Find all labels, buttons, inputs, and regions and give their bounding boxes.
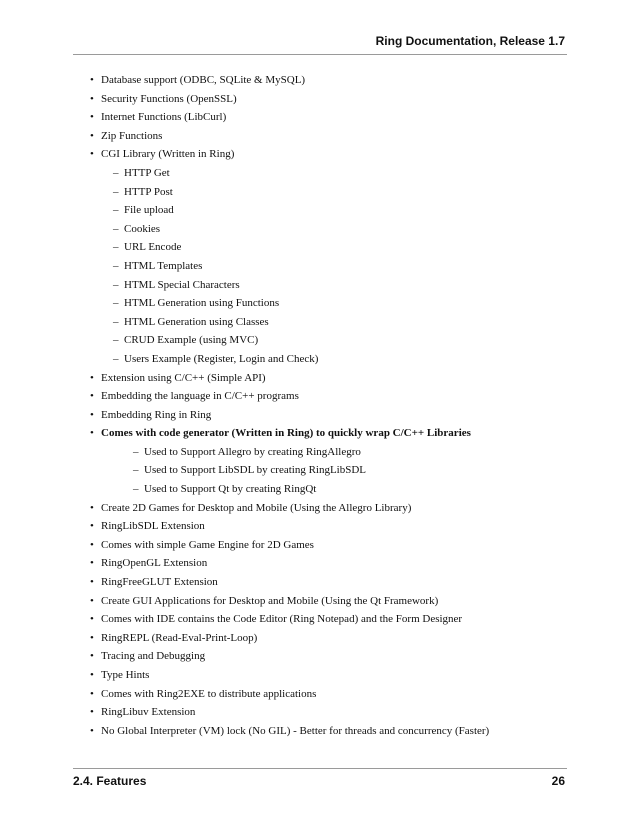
list-item-text: HTML Special Characters [124,278,240,291]
bullet-icon: • [90,390,94,403]
dash-icon: – [113,185,119,198]
bullet-icon: • [90,594,94,607]
list-item [0,703,638,722]
list-item [0,220,638,239]
dash-icon: – [113,166,119,179]
bullet-icon: • [90,371,94,384]
dash-icon: – [113,241,119,254]
list-item-text: Comes with code generator (Written in Ring) to quickly wrap C/C++ Libraries [101,427,471,440]
dash-icon: – [113,352,119,365]
dash-icon: – [133,464,139,477]
bullet-icon: • [90,92,94,105]
list-item-text: RingLibSDL Extension [101,520,205,533]
list-item [0,517,638,536]
list-item [0,610,638,629]
list-item [0,331,638,350]
list-item [0,685,638,704]
list-item-text: Comes with simple Game Engine for 2D Games [101,538,314,551]
list-item-text: URL Encode [124,241,182,254]
bullet-icon: • [90,724,94,737]
list-item [0,127,638,146]
bullet-icon: • [90,706,94,719]
list-item-text: HTML Generation using Functions [124,297,280,310]
footer-rule [73,768,567,769]
dash-icon: – [113,204,119,217]
header-rule [73,54,567,55]
list-item [0,666,638,685]
list-item [0,145,638,164]
dash-icon: – [113,278,119,291]
list-item [0,647,638,666]
list-item [0,369,638,388]
list-item [0,443,638,462]
bullet-icon: • [90,557,94,570]
list-item-text: Security Functions (OpenSSL) [101,92,237,105]
list-item [0,480,638,499]
list-item [0,183,638,202]
list-item-text: File upload [124,204,174,217]
list-item [0,350,638,369]
feature-list [0,71,638,740]
page-number: 26 [551,774,565,788]
list-item-text: Used to Support Qt by creating RingQt [144,483,317,496]
list-item [0,592,638,611]
list-item-text: RingLibuv Extension [101,706,196,719]
bullet-icon: • [90,111,94,124]
bullet-icon: • [90,576,94,589]
bullet-icon: • [90,669,94,681]
list-item-text: Users Example (Register, Login and Check) [124,352,319,365]
bullet-icon: • [90,129,94,142]
list-item-text: CRUD Example (using MVC) [124,334,259,347]
list-item-text: HTML Templates [124,259,203,272]
list-item-text: Type Hints [101,669,150,681]
list-item [0,387,638,406]
list-item-text: Internet Functions (LibCurl) [101,111,227,124]
list-item-text: CGI Library (Written in Ring) [101,148,235,161]
list-item-text: HTTP Post [124,185,173,198]
bullet-icon: • [90,501,94,514]
list-item-text: Create GUI Applications for Desktop and Mobile (Using the Qt Framework) [101,594,439,607]
bullet-icon: • [90,650,94,663]
list-item-text: Create 2D Games for Desktop and Mobile (Using the Allegro Library) [101,501,412,514]
list-item-text: Used to Support LibSDL by creating RingLibSDL [144,464,367,477]
list-item-text: RingFreeGLUT Extension [101,576,218,589]
dash-icon: – [113,222,119,235]
list-item [0,313,638,332]
bullet-icon: • [90,408,94,421]
list-item [0,424,638,443]
list-item [0,722,638,741]
list-item-text: Cookies [124,222,161,235]
list-item-text: RingOpenGL Extension [101,557,208,570]
dash-icon: – [113,334,119,347]
list-item [0,294,638,313]
list-item [0,71,638,90]
dash-icon: – [113,259,119,272]
dash-icon: – [133,483,139,496]
footer-section-title: 2.4. Features [73,774,147,788]
bullet-icon: • [90,631,94,644]
dash-icon: – [113,297,119,310]
bullet-icon: • [90,687,94,700]
bullet-icon: • [90,427,94,440]
list-item-text: Embedding the language in C/C++ programs [101,390,299,403]
bullet-icon: • [90,74,94,86]
dash-icon: – [133,445,139,458]
bullet-icon: • [90,538,94,551]
list-item-text: HTML Generation using Classes [124,315,269,328]
list-item-text: HTTP Get [124,166,170,179]
list-item-text: RingREPL (Read-Eval-Print-Loop) [101,631,258,644]
list-item [0,257,638,276]
running-header-title: Ring Documentation, Release 1.7 [375,34,565,48]
list-item [0,554,638,573]
bullet-icon: • [90,520,94,533]
dash-icon: – [113,315,119,328]
list-item [0,499,638,518]
list-item [0,461,638,480]
list-item-text: No Global Interpreter (VM) lock (No GIL) - Better for threads and concurrency (Faster) [101,724,490,737]
list-item [0,406,638,425]
list-item-text: Embedding Ring in Ring [101,408,212,421]
bullet-icon: • [90,148,94,161]
list-item-text: Used to Support Allegro by creating RingAllegro [144,445,361,458]
list-item [0,201,638,220]
list-item-text: Tracing and Debugging [101,650,206,663]
bullet-icon: • [90,613,94,626]
list-item-text: Zip Functions [101,129,163,142]
list-item [0,536,638,555]
list-item [0,573,638,592]
list-item [0,238,638,257]
list-item [0,629,638,648]
list-item [0,108,638,127]
list-item [0,90,638,109]
list-item [0,164,638,183]
list-item-text: Database support (ODBC, SQLite & MySQL) [101,74,306,86]
list-item-text: Comes with Ring2EXE to distribute applications [101,687,317,700]
list-item-text: Extension using C/C++ (Simple API) [101,371,266,384]
list-item [0,276,638,295]
list-item-text: Comes with IDE contains the Code Editor (Ring Notepad) and the Form Designer [101,613,463,626]
